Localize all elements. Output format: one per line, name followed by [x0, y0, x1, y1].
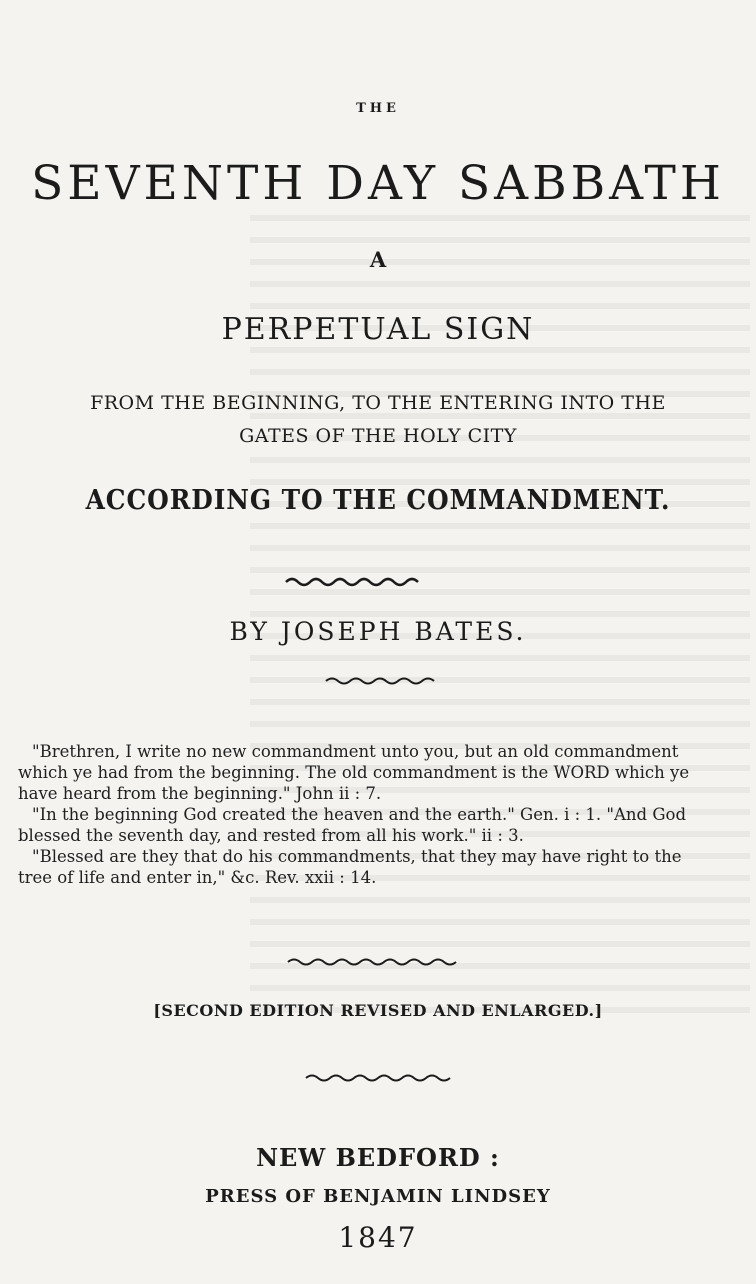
- perpetual-sign-title: PERPETUAL SIGN: [221, 312, 535, 347]
- according-line: ACCORDING TO THE COMMANDMENT.: [85, 485, 671, 516]
- the-heading: THE: [356, 101, 400, 116]
- epigraph-quotes: [18, 741, 698, 888]
- wavy-rule-lower: [0, 954, 756, 970]
- imprint-press: PRESS OF BENJAMIN LINDSEY: [205, 1186, 551, 1207]
- edition-note: [SECOND EDITION REVISED AND ENLARGED.]: [153, 1001, 603, 1020]
- subtitle-line-1: FROM THE BEGINNING, TO THE ENTERING INTO THE: [90, 392, 666, 414]
- subtitle-line-2: GATES OF THE HOLY CITY: [239, 425, 517, 447]
- a-line: A: [369, 247, 387, 272]
- quote-genesis: "In the beginning God created the heaven and the earth." Gen. i : 1. "And God blessed the seventh day, and rested from all his work." ii : 3.: [18, 805, 687, 845]
- wavy-rule-small: [0, 673, 756, 689]
- wavy-rule-top: [0, 572, 756, 592]
- imprint-city: NEW BEDFORD :: [256, 1143, 500, 1172]
- quote-john: "Brethren, I write no new commandment unto you, but an old commandment which ye had from the beginning. The old commandment is the WORD which ye have heard from the beginning." John ii : 7.: [18, 742, 690, 803]
- imprint-year: 1847: [338, 1221, 418, 1254]
- byline: BY JOSEPH BATES.: [229, 617, 527, 646]
- quote-revelation: "Blessed are they that do his commandments, that they may have right to the tree of life and enter in," &c. Rev. xxii : 14.: [18, 847, 682, 887]
- wavy-rule-bottom: [0, 1070, 756, 1086]
- main-title: SEVENTH DAY SABBATH: [31, 156, 725, 211]
